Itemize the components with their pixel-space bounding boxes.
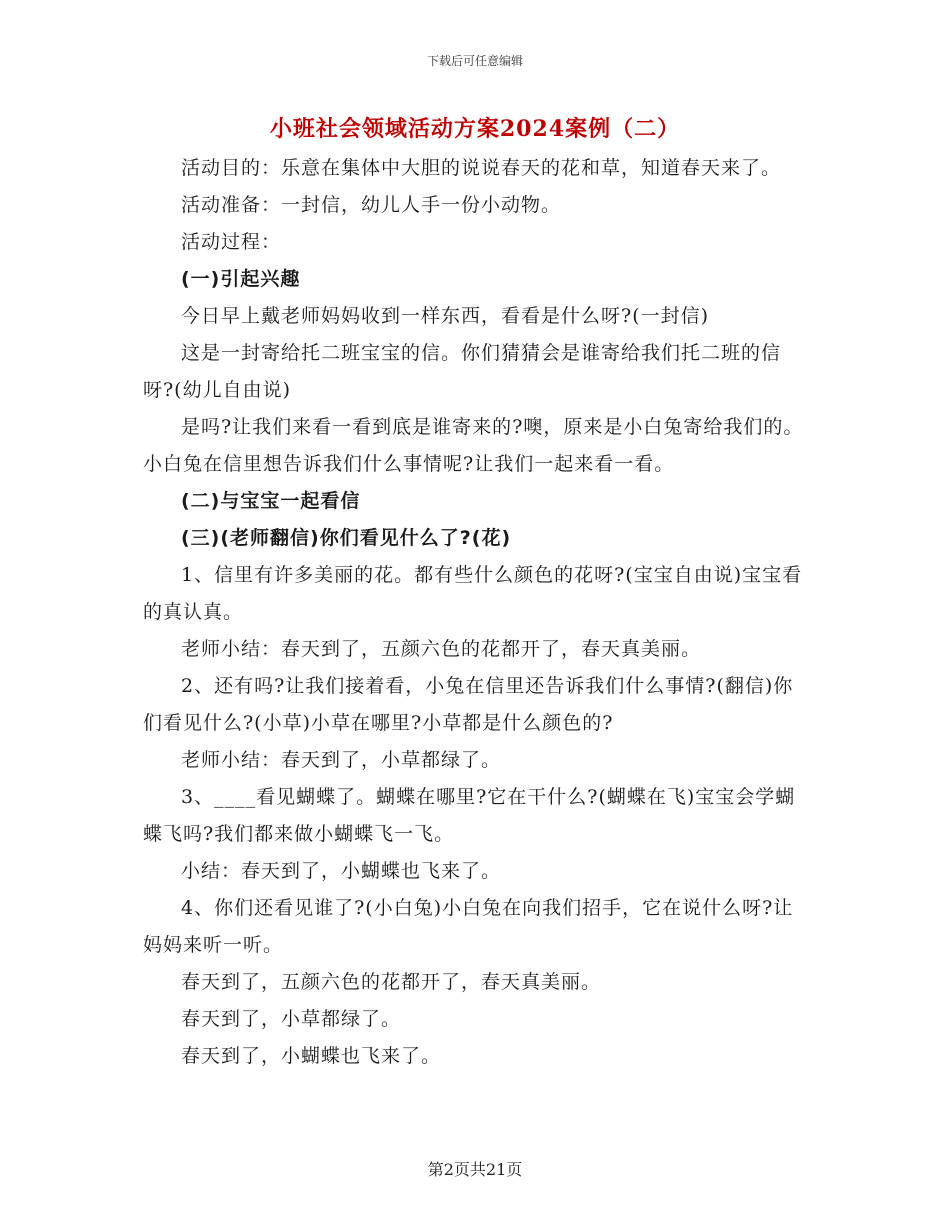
paragraph-purpose: 活动目的：乐意在集体中大胆的说说春天的花和草，知道春天来了。 (181, 157, 782, 179)
document-body (143, 150, 808, 1075)
paragraph: 是吗?让我们来看一看到底是谁寄来的?噢，原来是小白兔寄给我们的。小白兔在信里想告诉我们什么事情呢?让我们一起来看一看。 (143, 416, 804, 475)
paragraph: 3、____看见蝴蝶了。蝴蝶在哪里?它在干什么?(蝴蝶在飞)宝宝会学蝴蝶飞吗?我们都来做小蝴蝶飞一飞。 (143, 786, 796, 845)
section-heading-3: (三)(老师翻信)你们看见什么了?(花) (181, 527, 512, 549)
paragraph: 春天到了，小草都绿了。 (181, 1008, 402, 1030)
document-title: 小班社会领域活动方案2024案例（二） (269, 116, 681, 142)
paragraph: 老师小结：春天到了，五颜六色的花都开了，春天真美丽。 (181, 638, 702, 660)
paragraph: 老师小结：春天到了，小草都绿了。 (181, 749, 502, 771)
paragraph: 今日早上戴老师妈妈收到一样东西，看看是什么呀?(一封信) (181, 305, 710, 327)
paragraph: 1、信里有许多美丽的花。都有些什么颜色的花呀?(宝宝自由说)宝宝看的真认真。 (143, 564, 803, 623)
paragraph: 春天到了，五颜六色的花都开了，春天真美丽。 (181, 971, 602, 993)
paragraph-preparation: 活动准备：一封信，幼儿人手一份小动物。 (181, 194, 562, 216)
paragraph: 小结：春天到了，小蝴蝶也飞来了。 (181, 860, 502, 882)
section-heading-1: (一)引起兴趣 (181, 268, 301, 290)
section-heading-2: (二)与宝宝一起看信 (181, 490, 361, 512)
paragraph-process-label: 活动过程： (181, 231, 282, 253)
page-header-note: 下载后可任意编辑 (426, 54, 523, 68)
page-number: 第2页共21页 (427, 1160, 523, 1179)
paragraph: 2、还有吗?让我们接着看，小兔在信里还告诉我们什么事情?(翻信)你们看见什么?(小草)小草在哪里?小草都是什么颜色的? (143, 675, 794, 734)
paragraph: 4、你们还看见谁了?(小白兔)小白兔在向我们招手，它在说什么呀?让妈妈来听一听。 (143, 897, 794, 956)
paragraph: 这是一封寄给托二班宝宝的信。你们猜猜会是谁寄给我们托二班的信呀?(幼儿自由说) (143, 342, 782, 401)
paragraph: 春天到了，小蝴蝶也飞来了。 (181, 1045, 442, 1067)
